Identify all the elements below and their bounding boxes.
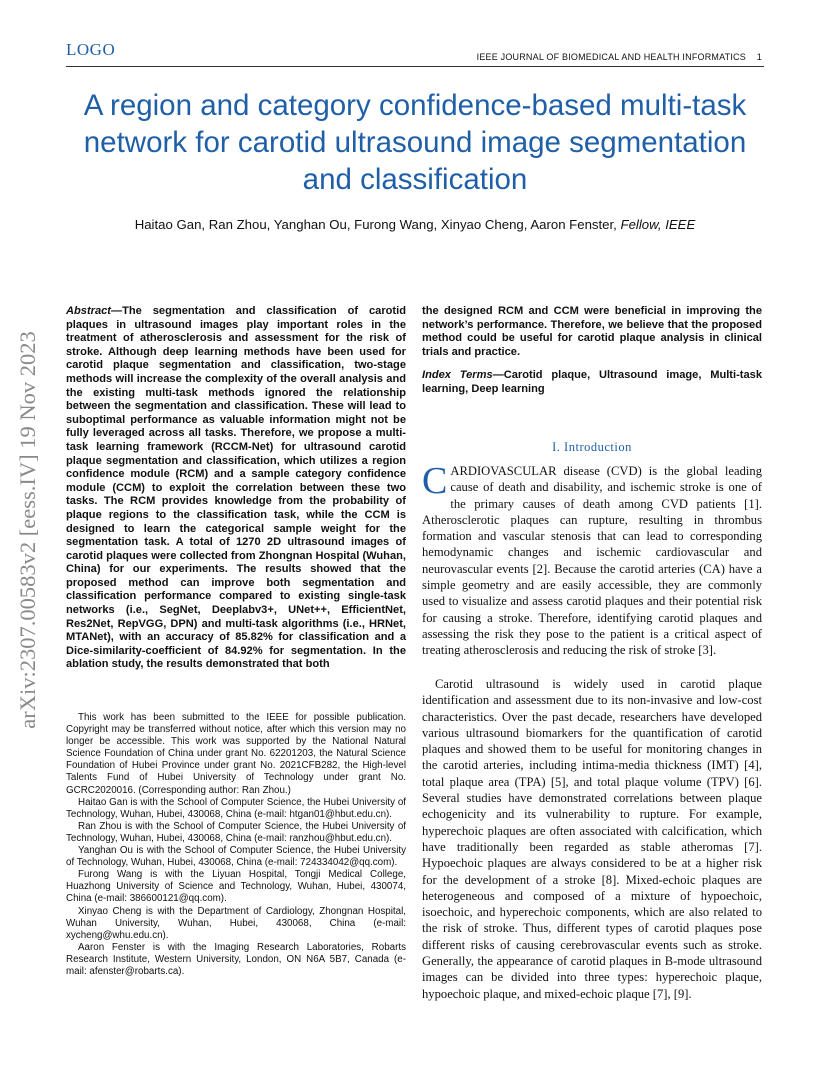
author-list (66, 217, 764, 232)
arxiv-stamp (8, 280, 48, 780)
authors-names: Haitao Gan, Ran Zhou, Yanghan Ou, Furong Wang, Xinyao Cheng, Aaron Fenster, (134, 217, 617, 232)
footnote: Xinyao Cheng is with the Department of Cardiology, Zhongnan Hospital, Wuhan University, Wuhan, Hubei, 430068, China (e-mail: xycheng@whu.edu.cn). (66, 905, 406, 941)
footnote: Haitao Gan is with the School of Computer Science, the Hubei University of Technology, Wuhan, Hubei, 430068, China (e-mail: htgan01@hbut.edu.cn). (66, 796, 406, 820)
intro-paragraph-1-text: ARDIOVASCULAR disease (CVD) is the global leading cause of death and disability, and ischemic stroke is one of the primary causes of death among CVD patients [1]. Atherosclerotic plaques can rupture, resulting in thrombus formation and vascular stenosis that can lead to corresponding hemodynamic changes and ischemic cardiovascular and neurovascular events [2]. Because the carotid arteries (CA) have a simple geometry and are easily accessible, they are commonly used to visualize and assess carotid plaques and their potential risk for causing a stroke. Therefore, identifying carotid plaques and assessing the risk they pose to the patient is a critical aspect of treating atherosclerosis and reducing the risk of stroke [3]. (422, 464, 762, 658)
index-terms-dash: — (492, 369, 504, 381)
journal-header (470, 52, 762, 62)
index-terms-text: Carotid plaque, Ultrasound image, Multi-task learning, Deep learning (422, 369, 762, 395)
index-terms (422, 369, 762, 396)
abstract-label: Abstract (66, 305, 112, 317)
logo: LOGO (66, 40, 116, 59)
abstract-right: the designed RCM and CCM were beneficial in improving the network’s performance. Therefore, we believe that the proposed method could be useful for carotid plaque analysis in clinical trials and practice. (422, 305, 762, 358)
intro-paragraph-1 (422, 460, 762, 659)
page-number: 1 (756, 52, 762, 62)
footnote: Furong Wang is with the Liyuan Hospital, Tongji Medical College, Huazhong University of Science and Technology, Wuhan, Hubei, 430074, China (e-mail: 386600121@qq.com). (66, 869, 406, 905)
abstract-dash: — (111, 305, 123, 317)
header-rule (66, 66, 764, 67)
arxiv-stamp-text: arXiv:2307.00583v2 [eess.IV] 19 Nov 2023 (15, 331, 40, 729)
footnotes (66, 712, 406, 978)
authors-suffix: Fellow, IEEE (620, 217, 696, 232)
footnote: Aaron Fenster is with the Imaging Research Laboratories, Robarts Research Institute, Western University, London, ON N6A 5B7, Canada (e-mail: afenster@robarts.ca). (66, 941, 406, 977)
index-terms-label: Index Terms (422, 369, 493, 381)
section-heading: I. Introduction (552, 440, 632, 454)
abstract-left (66, 305, 406, 672)
footnote: This work has been submitted to the IEEE for possible publication. Copyright may be transferred without notice, after which this version may no longer be accessible. This work was supported by the National Natural Science Foundation of China under grant No. 62201203, the Natural Science Foundation of Hubei Province under grant No. 2021CFB282, the High-level Talents Fund of Hubei University of Technology under grant No. GCRC2020016. (Corresponding author: Ran Zhou.) (66, 712, 406, 796)
abstract-text: The segmentation and classification of carotid plaques in ultrasound images play important roles in the treatment of atherosclerosis and assessment for the risk of stroke. Although deep learning methods have been used for carotid plaque segmentation and classification, two-stage methods will increase the complexity of the overall analysis and the existing multi-task methods ignored the relationship between the segmentation and classification. These will lead to suboptimal performance as valuable information might not be fully leveraged across all tasks. Therefore, we propose a multi-task learning framework (RCCM-Net) for ultrasound carotid plaque segmentation and classification, which utilizes a region confidence module (RCM) and a sample category confidence module (CCM) to exploit the correlation between these two tasks. The RCM provides knowledge from the probability of plaque regions to the classification task, while the CCM is designed to learn the categorical sample weight for the segmentation task. A total of 1270 2D ultrasound images of carotid plaques were collected from Zhongnan Hospital (Wuhan, China) for our experiments. The results showed that the proposed method can improve both segmentation and classification performance compared to existing single-task networks (i.e., SegNet, Deeplabv3+, UNet++, EfficientNet, Res2Net, RepVGG, DPN) and multi-task algorithms (i.e., HRNet, MTANet), with an accuracy of 85.82% for classification and a Dice-similarity-coefficient of 84.92% for segmentation. In the ablation study, the results demonstrated that both (66, 305, 406, 671)
paper-title: A region and category confidence-based multi-task network for carotid ultrasound image segmentation and classification (83, 89, 747, 196)
drop-cap: C (422, 460, 448, 502)
journal-name: IEEE JOURNAL OF BIOMEDICAL AND HEALTH INFORMATICS (476, 52, 746, 62)
intro-paragraph-2: Carotid ultrasound is widely used in carotid plaque identification and assessment due to its non-invasive and low-cost characteristics. Over the past decade, researchers have developed various ultrasound biomarkers for the quantification of carotid plaques and showed them to be useful for monitoring changes in the carotid arteries, including intima-media thickness (IMT) [4], total plaque area (TPA) [5], and total plaque volume (TPV) [6]. Several studies have demonstrated correlations between plaque echogenicity and its vulnerability to rupture. For example, hyperechoic plaques are often associated with calcification, which have traditionally been regarded as stable atheromas [7]. Hypoechoic plaques are always considered to be at a higher risk for the development of a stroke [8]. Mixed-echoic plaques are heterogeneous and composed of a mixture of hypoechoic, isoechoic, and hyperechoic components, which are also related to the risk of stroke. Thus, different types of carotid plaques pose different risks of causing cerebrovascular events such as stroke. Generally, the appearance of carotid plaques in B-mode ultrasound images can be divided into three types: hyperechoic plaque, hypoechoic plaque, and mixed-echoic plaque [7], [9]. (422, 677, 762, 1001)
footnote: Yanghan Ou is with the School of Computer Science, the Hubei University of Technology, Wuhan, Hubei, 430068, China (e-mail: 724334042@qq.com). (66, 845, 406, 869)
footnote: Ran Zhou is with the School of Computer Science, the Hubei University of Technology, Wuhan, Hubei, 430068, China (e-mail: ranzhou@hbut.edu.cn). (66, 820, 406, 844)
